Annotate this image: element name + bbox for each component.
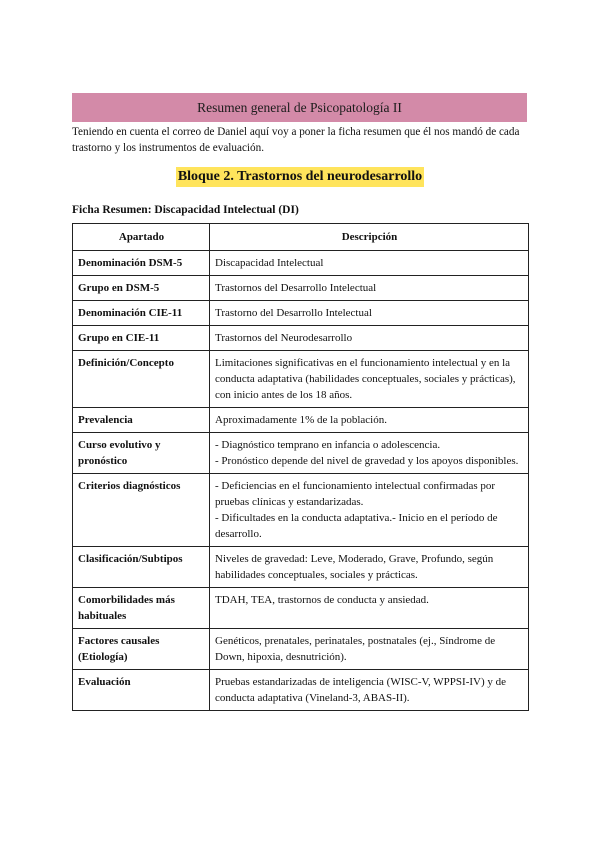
description-line: TDAH, TEA, trastornos de conducta y ansiedad. xyxy=(215,594,429,606)
row-label: Clasificación/Subtipos xyxy=(73,547,210,588)
table-row xyxy=(73,433,529,474)
row-description xyxy=(210,276,529,301)
intro-paragraph: Teniendo en cuenta el correo de Daniel aquí voy a poner la ficha resumen que él nos mandó de cada trastorno y los instrumentos de evaluación. xyxy=(72,126,520,154)
table-row xyxy=(73,301,529,326)
summary-table xyxy=(72,223,529,711)
row-label: Curso evolutivo y pronóstico xyxy=(73,433,210,474)
description-line: Limitaciones significativas en el funcionamiento intelectual y en la conducta adaptativa (habilidades conceptuales, sociales y prácticas), con inicio antes de los 18 años. xyxy=(215,357,516,401)
description-line: Aproximadamente 1% de la población. xyxy=(215,414,387,426)
row-description xyxy=(210,301,529,326)
description-line: Genéticos, prenatales, perinatales, postnatales (ej., Síndrome de Down, hipoxia, desnutrición). xyxy=(215,635,496,663)
description-line: - Diagnóstico temprano en infancia o adolescencia. xyxy=(215,439,441,451)
row-label: Criterios diagnósticos xyxy=(73,474,210,547)
section-heading-text: Bloque 2. Trastornos del neurodesarrollo xyxy=(176,167,424,187)
section-heading xyxy=(0,167,600,187)
table-row xyxy=(73,326,529,351)
table-row xyxy=(73,251,529,276)
document-title: Resumen general de Psicopatología II xyxy=(197,99,402,115)
row-description xyxy=(210,251,529,276)
row-label: Grupo en DSM-5 xyxy=(73,276,210,301)
description-line: Niveles de gravedad: Leve, Moderado, Grave, Profundo, según habilidades conceptuales, sociales y prácticas. xyxy=(215,553,494,581)
row-description xyxy=(210,629,529,670)
description-line: Discapacidad Intelectual xyxy=(215,257,324,269)
row-label: Definición/Concepto xyxy=(73,351,210,408)
column-header-apartado: Apartado xyxy=(73,224,210,251)
table-row xyxy=(73,547,529,588)
row-description xyxy=(210,670,529,711)
table-row xyxy=(73,670,529,711)
table-row xyxy=(73,276,529,301)
column-header-descripcion: Descripción xyxy=(210,224,529,251)
table-row xyxy=(73,474,529,547)
description-line: - Dificultades en la conducta adaptativa.- Inicio en el período de desarrollo. xyxy=(215,512,498,540)
row-label: Factores causales (Etiología) xyxy=(73,629,210,670)
row-description xyxy=(210,351,529,408)
description-line: Trastornos del Neurodesarrollo xyxy=(215,332,353,344)
row-label: Denominación CIE-11 xyxy=(73,301,210,326)
row-description xyxy=(210,588,529,629)
description-line: - Pronóstico depende del nivel de gravedad y los apoyos disponibles. xyxy=(215,455,519,467)
document-title-bar xyxy=(72,93,527,122)
row-description xyxy=(210,408,529,433)
description-line: - Deficiencias en el funcionamiento intelectual confirmadas por pruebas clínicas y estandarizadas. xyxy=(215,480,496,508)
row-label: Comorbilidades más habituales xyxy=(73,588,210,629)
table-row xyxy=(73,351,529,408)
table-row xyxy=(73,629,529,670)
description-line: Trastornos del Desarrollo Intelectual xyxy=(215,282,377,294)
row-label: Denominación DSM-5 xyxy=(73,251,210,276)
table-header-row xyxy=(73,224,529,251)
row-label: Evaluación xyxy=(73,670,210,711)
table-row xyxy=(73,588,529,629)
description-line: Trastorno del Desarrollo Intelectual xyxy=(215,307,372,319)
ficha-title: Ficha Resumen: Discapacidad Intelectual (DI) xyxy=(72,204,299,216)
description-line: Pruebas estandarizadas de inteligencia (WISC-V, WPPSI-IV) y de conducta adaptativa (Vineland-3, ABAS-II). xyxy=(215,676,507,704)
row-description xyxy=(210,326,529,351)
table-row xyxy=(73,408,529,433)
row-label: Grupo en CIE-11 xyxy=(73,326,210,351)
row-label: Prevalencia xyxy=(73,408,210,433)
row-description xyxy=(210,433,529,474)
row-description xyxy=(210,474,529,547)
table-body xyxy=(73,251,529,711)
row-description xyxy=(210,547,529,588)
